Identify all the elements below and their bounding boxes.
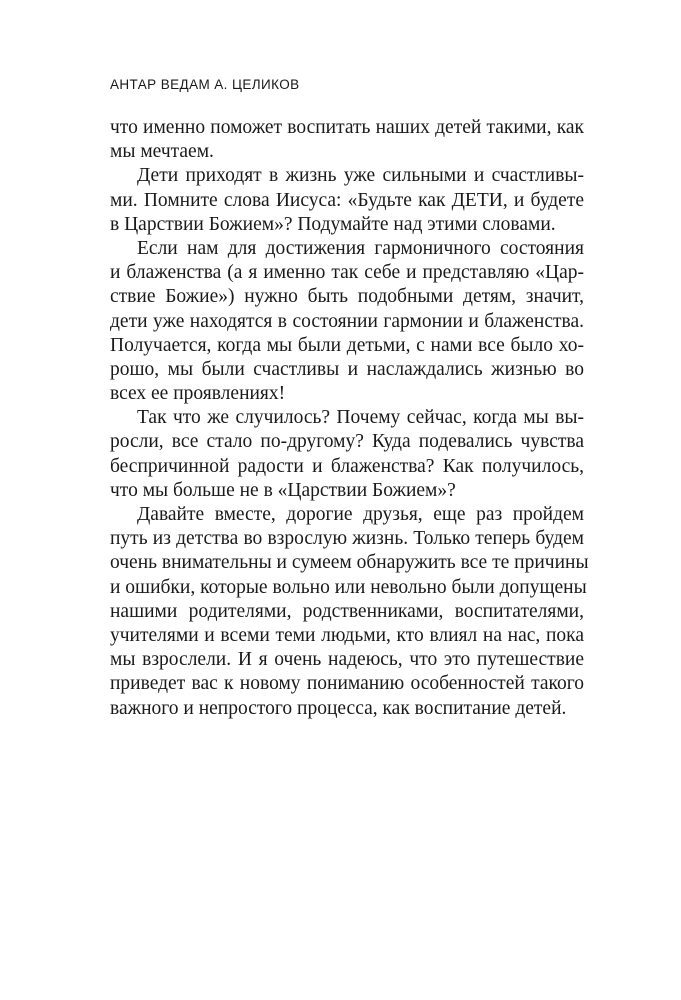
paragraph-1 — [110, 116, 584, 164]
text-line: нашими родителями, родственниками, воспитателями, — [110, 600, 584, 622]
text-line: мы мечтаем. — [110, 141, 214, 163]
text-line: мы взрослели. И я очень надеюсь, что это путешествие — [110, 649, 584, 671]
text-line: Если нам для достижения гармоничного состояния — [137, 237, 584, 259]
text-line: важного и непростого процесса, как воспитание детей. — [110, 697, 567, 719]
text-line: в Царствии Божием»? Подумайте над этими словами. — [110, 213, 556, 235]
body-text — [110, 116, 589, 721]
text-line: всех ее проявлениях! — [110, 383, 286, 405]
text-line: путь из детства во взрослую жизнь. Только теперь будем — [110, 528, 584, 550]
text-line: приведет вас к новому пониманию особенностей такого — [110, 673, 584, 695]
text-line: что именно поможет воспитать наших детей такими, как — [110, 117, 584, 138]
text-line: и блаженства (а я именно так себе и представляю «Цар- — [110, 262, 584, 284]
text-line: ствие Божие») нужно быть подобными детям, значит, — [110, 286, 584, 308]
text-line: что мы больше не в «Царствии Божием»? — [110, 479, 456, 501]
text-line: и ошибки, которые вольно или невольно были допущены — [110, 576, 587, 598]
text-line: Получается, когда мы были детьми, с нами все было хо- — [110, 334, 584, 356]
text-line: очень внимательны и сумеем обнаружить все те причины — [110, 552, 589, 574]
text-line: дети уже находятся в состоянии гармонии и блаженства. — [110, 310, 584, 332]
text-line: росли, все стало по-другому? Куда подевались чувства — [110, 431, 584, 453]
paragraph-2 — [110, 164, 584, 237]
text-line: Так что же случилось? Почему сейчас, когда мы вы- — [137, 407, 584, 429]
paragraph-5 — [110, 503, 589, 721]
text-line: учителями и всеми теми людьми, кто влиял на нас, пока — [110, 624, 584, 646]
running-head: АНТАР ВЕДАМ А. ЦЕЛИКОВ — [110, 77, 300, 92]
paragraph-3 — [110, 237, 584, 406]
text-line: рошо, мы были счастливы и наслаждались жизнью во — [110, 358, 584, 380]
text-line: ми. Помните слова Иисуса: «Будьте как ДЕТИ, и будете — [110, 189, 584, 211]
text-line: Давайте вместе, дорогие друзья, еще раз пройдем — [137, 504, 584, 525]
paragraph-4 — [110, 406, 584, 503]
text-line: беспричинной радости и блаженства? Как получилось, — [110, 455, 584, 477]
text-line: Дети приходят в жизнь уже сильными и счастливы- — [137, 165, 584, 187]
